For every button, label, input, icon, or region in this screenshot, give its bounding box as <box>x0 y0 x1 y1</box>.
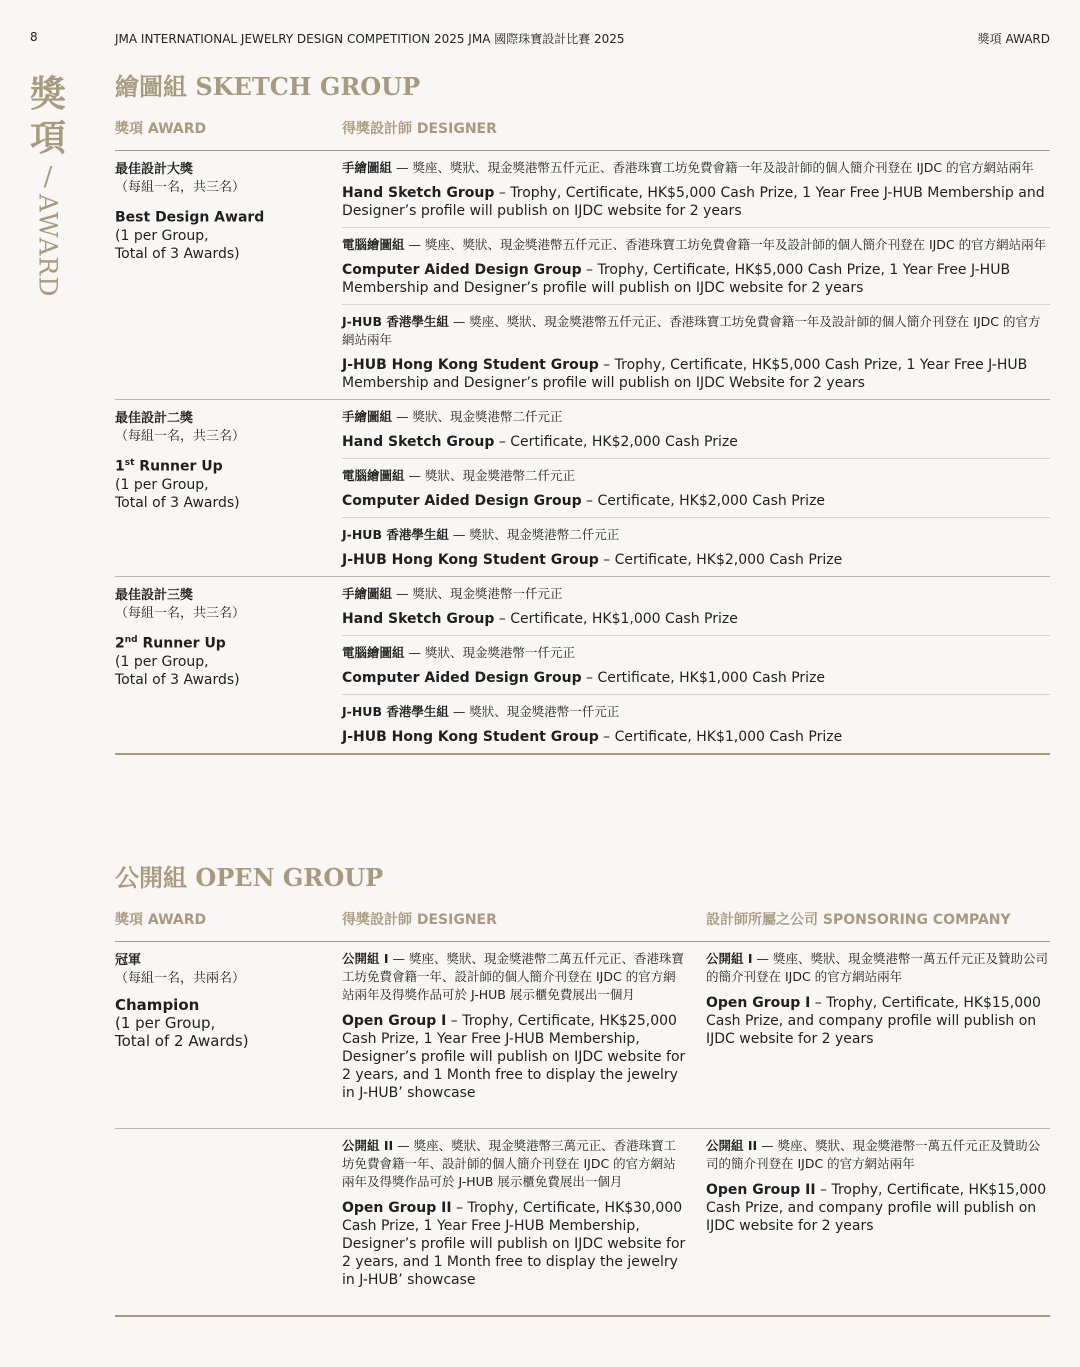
designer-list <box>342 151 1050 399</box>
open-title: 公開組 OPEN GROUP <box>115 863 384 892</box>
award-zh: 最佳設計二獎 <box>115 411 194 426</box>
award-desc: (1 per Group, <box>115 1014 216 1032</box>
open-column-header <box>115 903 1050 942</box>
designer-list <box>342 577 1050 753</box>
designer-entry: J-HUB 香港學生組 — 獎座、獎狀、現金獎港幣五仟元正、香港珠寶工坊免費會籍一年及設計師的個人簡介刊登在 IJDC 的官方網站兩年 J-HUB Hong Kong Student Group – Trophy, Certificate, HK$5,000 Cash Prize, 1 Year Free J-HUB Membership and Designer’s profile will publish on IJDC Website for 2 years <box>342 314 1041 391</box>
open-section <box>115 863 1050 1317</box>
side-title-en: AWARD <box>33 194 63 298</box>
designer-entry: 電腦繪圖組 — 獎狀、現金獎港幣二仟元正 Computer Aided Design Group – Certificate, HK$2,000 Cash Prize <box>342 459 1050 518</box>
award-zh-sub: （每組一名，共三名） <box>115 606 246 621</box>
designer-entry: J-HUB 香港學生組 — 獎狀、現金獎港幣一仟元正 J-HUB Hong Kong Student Group – Certificate, HK$1,000 Cash Prize <box>342 704 843 745</box>
side-title-slash: / <box>43 162 53 192</box>
award-desc: (1 per Group, <box>115 227 209 244</box>
award-zh-sub: （每組一名，共兩名） <box>115 971 246 986</box>
designer-entry: J-HUB 香港學生組 — 獎狀、現金獎港幣二仟元正 J-HUB Hong Kong Student Group – Certificate, HK$2,000 Cash Prize <box>342 527 843 568</box>
award-cell <box>115 161 330 263</box>
section-label: 獎項 AWARD <box>977 32 1050 46</box>
award-desc: Total of 3 Awards) <box>115 494 240 511</box>
sketch-title: 繪圖組 SKETCH GROUP <box>115 72 421 101</box>
award-desc: Total of 3 Awards) <box>115 245 240 262</box>
designer-entry: 公開組 II — 獎座、獎狀、現金獎港幣三萬元正、香港珠寶工坊免費會籍一年、設計師的個人簡介刊登在 IJDC 的官方網站兩年及得獎作品可於 J-HUB 展示櫃免費展出一個月 Open Group II – Trophy, Certificate, HK$30,000 Cash Prize, 1 Year Free J-HUB Membership, Designer’s profile will publish on IJDC website for 2 years, and 1 Month free to display the jewelry in J-HUB’ showcase <box>342 1138 686 1288</box>
open-row <box>115 1129 1050 1317</box>
open-row <box>115 942 1050 1129</box>
page-number: 8 <box>30 30 38 44</box>
award-desc: (1 per Group, <box>115 653 209 670</box>
designer-entry: 手繪圖組 — 獎狀、現金獎港幣一仟元正 Hand Sketch Group – Certificate, HK$1,000 Cash Prize <box>342 577 1050 636</box>
designer-entry: 電腦繪圖組 — 獎狀、現金獎港幣一仟元正 Computer Aided Design Group – Certificate, HK$1,000 Cash Prize <box>342 636 1050 695</box>
designer-entry: 手繪圖組 — 獎座、獎狀、現金獎港幣五仟元正、香港珠寶工坊免費會籍一年及設計師的個人簡介刊登在 IJDC 的官方網站兩年 Hand Sketch Group – Trophy, Certificate, HK$5,000 Cash Prize, 1 Year Free J-HUB Membership and Designer’s profile will publish on IJDC website for 2 years <box>342 151 1050 228</box>
col-award: 獎項 AWARD <box>115 912 207 928</box>
award-en: 2nd Runner Up <box>115 635 226 652</box>
award-zh: 冠軍 <box>115 953 142 968</box>
open-body <box>115 942 1050 1317</box>
award-zh: 最佳設計三獎 <box>115 588 194 603</box>
award-zh-sub: （每組一名，共三名） <box>115 180 246 195</box>
award-zh-sub: （每組一名，共三名） <box>115 429 246 444</box>
award-en: Best Design Award <box>115 209 265 226</box>
award-group-2nd-runner-up <box>115 577 1050 755</box>
award-group-1st-runner-up <box>115 400 1050 577</box>
award-cell <box>115 587 330 689</box>
col-sponsor: 設計師所屬之公司 SPONSORING COMPANY <box>706 912 1011 928</box>
award-cell <box>115 410 330 512</box>
sketch-column-header <box>115 112 1050 151</box>
award-zh: 最佳設計大獎 <box>115 162 194 177</box>
designer-entry: 手繪圖組 — 獎狀、現金獎港幣二仟元正 Hand Sketch Group – Certificate, HK$2,000 Cash Prize <box>342 400 1050 459</box>
designer-entry: 公開組 I — 獎座、獎狀、現金獎港幣二萬五仟元正、香港珠寶工坊免費會籍一年、設計師的個人簡介刊登在 IJDC 的官方網站兩年及得獎作品可於 J-HUB 展示櫃免費展出一個月 Open Group I – Trophy, Certificate, HK$25,000 Cash Prize, 1 Year Free J-HUB Membership, Designer’s profile will publish on IJDC website for 2 years, and 1 Month free to display the jewelry in J-HUB’ showcase <box>342 951 686 1101</box>
award-desc: Total of 3 Awards) <box>115 671 240 688</box>
col-designer: 得獎設計師 DESIGNER <box>342 121 497 137</box>
col-designer: 得獎設計師 DESIGNER <box>342 912 497 928</box>
sketch-section <box>115 72 1050 755</box>
sponsor-entry: 公開組 I — 獎座、獎狀、現金獎港幣一萬五仟元正及贊助公司的簡介刊登在 IJDC 的官方網站兩年 Open Group I – Trophy, Certificate, HK$15,000 Cash Prize, and company profile will publish on IJDC website for 2 years <box>706 951 1048 1047</box>
col-award: 獎項 AWARD <box>115 121 207 137</box>
award-desc: Total of 2 Awards) <box>115 1032 249 1050</box>
designer-list <box>342 400 1050 576</box>
award-desc: (1 per Group, <box>115 476 209 493</box>
side-title-cjk: 獎項 <box>29 73 66 159</box>
document-title: JMA INTERNATIONAL JEWELRY DESIGN COMPETITION 2025 JMA 國際珠寶設計比賽 2025 <box>115 32 625 46</box>
designer-entry: 電腦繪圖組 — 獎座、獎狀、現金獎港幣五仟元正、香港珠寶工坊免費會籍一年及設計師的個人簡介刊登在 IJDC 的官方網站兩年 Computer Aided Design Group – Trophy, Certificate, HK$5,000 Cash Prize, 1 Year Free J-HUB Membership and Designer’s profile will publish on IJDC website for 2 years <box>342 228 1050 305</box>
award-en: Champion <box>115 996 200 1014</box>
award-group-best-design <box>115 151 1050 400</box>
side-title <box>28 72 68 297</box>
sponsor-entry: 公開組 II — 獎座、獎狀、現金獎港幣一萬五仟元正及贊助公司的簡介刊登在 IJDC 的官方網站兩年 Open Group II – Trophy, Certificate, HK$15,000 Cash Prize, and company profile will publish on IJDC website for 2 years <box>706 1138 1047 1234</box>
award-en: 1st Runner Up <box>115 458 223 475</box>
